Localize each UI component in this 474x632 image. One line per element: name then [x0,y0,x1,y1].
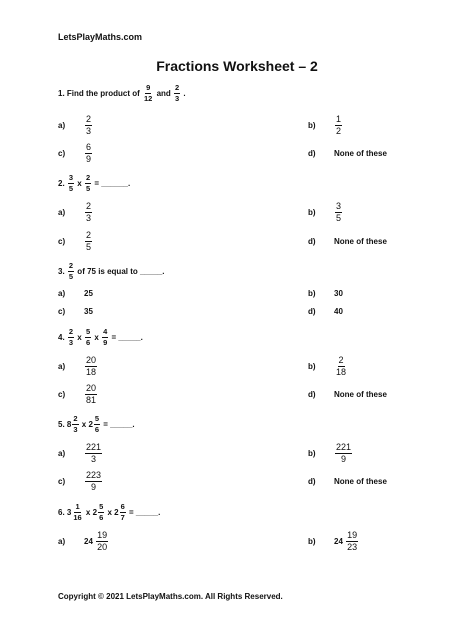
q1-option-c: c) $\frac{6}{9}$ [58,141,92,164]
q4-frac-b: $\frac{5}{6}$ [85,327,91,347]
q1-frac-b: $\frac{2}{3}$ [175,83,180,103]
q4-option-d: d) None of these [308,389,387,399]
q3-frac-a: $\frac{2}{5}$ [68,261,74,281]
q2-frac-b: $\frac{2}{5}$ [85,173,91,193]
question-5: 5. 8 $\frac{2}{3}$ x 2 $\frac{5}{6}$ = _____. [58,414,135,434]
q4-option-c: c) $\frac{20}{81}$ [58,382,97,405]
q6-option-b-frac: $\frac{19}{23}$ [347,529,358,552]
question-1 [58,80,186,106]
q1-text-mid: and [154,88,174,98]
q4-option-b-frac: $\frac{2}{18}$ [336,354,347,377]
q2-frac-a: $\frac{3}{5}$ [68,173,74,193]
q4-option-c-frac: $\frac{20}{81}$ [86,382,97,405]
question-4: 4. $\frac{2}{3}$ x $\frac{5}{6}$ x $\frac{4}{9}$ = _____. [58,327,143,347]
q5-option-a-frac: $\frac{221}{3}$ [86,441,102,464]
q6-option-b: b) 24 $\frac{19}{23}$ [308,529,358,552]
site-name: LetsPlayMaths.com [58,32,143,42]
q5-option-b: b) $\frac{221}{9}$ [308,441,352,464]
q5-option-a: a) $\frac{221}{3}$ [58,441,102,464]
q2-option-d: d) None of these [308,236,387,246]
q1-option-a: a) $\frac{2}{3}$ [58,113,92,136]
q5-option-c: c) $\frac{223}{9}$ [58,469,102,492]
copyright-footer: Copyright © 2021 LetsPlayMaths.com. All Rights Reserved. [58,592,283,601]
q3-option-d: d) 40 [308,306,343,316]
q1-option-c-frac: $\frac{6}{9}$ [86,141,92,164]
q5-frac-b: $\frac{5}{6}$ [94,414,100,434]
q2-option-b: b) $\frac{3}{5}$ [308,200,342,223]
q6-frac-b: $\frac{5}{6}$ [99,502,104,522]
q2-option-a: a) $\frac{2}{3}$ [58,200,92,223]
q5-option-b-frac: $\frac{221}{9}$ [336,441,352,464]
q2-option-c: c) $\frac{2}{5}$ [58,229,92,252]
q3-option-c: c) 35 [58,306,93,316]
q1-option-d: d) None of these [308,148,387,158]
q5-option-c-frac: $\frac{223}{9}$ [86,469,102,492]
q1-text-post: . [181,88,186,98]
q1-frac-a: $\frac{9}{12}$ [144,83,153,103]
q6-frac-c: $\frac{6}{7}$ [120,502,125,522]
q1-option-b-frac: $\frac{1}{2}$ [336,113,342,136]
q1-option-b: b) $\frac{1}{2}$ [308,113,342,136]
q3-option-b: b) 30 [308,288,343,298]
question-6: 6. 3 $\frac{1}{16}$ x 2 $\frac{5}{6}$ x 2 $\frac{6}{7}$ = _____. [58,502,161,522]
q6-option-a-frac: $\frac{19}{20}$ [97,529,108,552]
q4-frac-c: $\frac{4}{9}$ [103,327,108,347]
q1-text-pre: 1. Find the product of [58,88,142,98]
q4-frac-a: $\frac{2}{3}$ [68,327,74,347]
q5-frac-a: $\frac{2}{3}$ [73,414,78,434]
q1-option-a-frac: $\frac{2}{3}$ [86,113,92,136]
q2-option-b-frac: $\frac{3}{5}$ [336,200,342,223]
question-2: 2. $\frac{3}{5}$ x $\frac{2}{5}$ = ______. [58,173,131,193]
question-3: 3. $\frac{2}{5}$ of 75 is equal to _____. [58,261,165,281]
q2-option-a-frac: $\frac{2}{3}$ [86,200,92,223]
worksheet-title: Fractions Worksheet – 2 [156,58,318,74]
q6-frac-a: $\frac{1}{16}$ [73,502,82,522]
q3-option-a: a) 25 [58,288,93,298]
q6-option-a: a) 24 $\frac{19}{20}$ [58,529,108,552]
q4-option-a-frac: $\frac{20}{18}$ [86,354,97,377]
q4-option-b: b) $\frac{2}{18}$ [308,354,347,377]
q4-option-a: a) $\frac{20}{18}$ [58,354,97,377]
q5-option-d: d) None of these [308,476,387,486]
q2-option-c-frac: $\frac{2}{5}$ [86,229,92,252]
